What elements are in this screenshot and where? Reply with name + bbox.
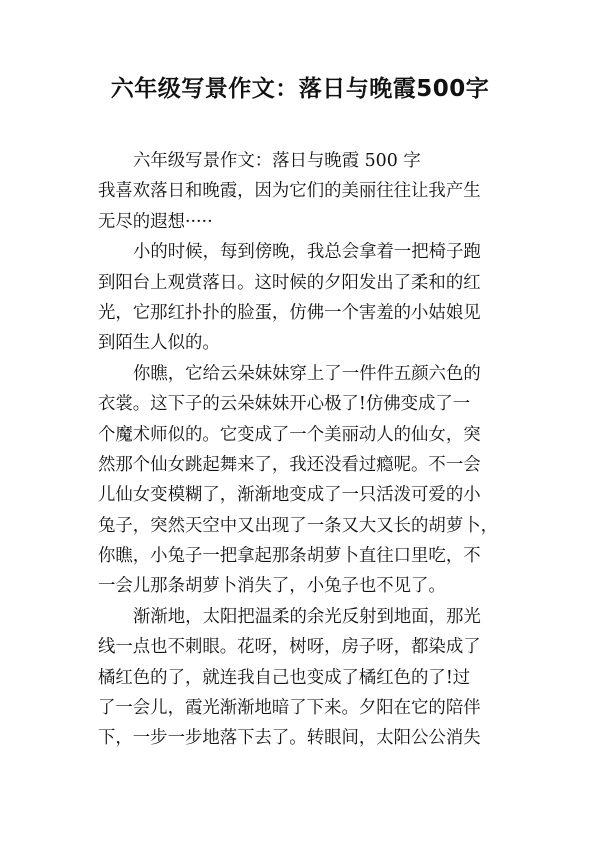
text-line: 衣裳。这下子的云朵妹妹开心极了!仿佛变成了一	[98, 394, 471, 415]
text-line: 光，它那红扑扑的脸蛋，仿佛一个害羞的小姑娘见	[98, 302, 481, 323]
text-line: 我喜欢落日和晚霞，因为它们的美丽往往让我产生	[98, 181, 481, 202]
text-line: 无尽的遐想·····	[98, 211, 213, 232]
essay-body	[98, 146, 503, 754]
text-line: 渐渐地，太阳把温柔的余光反射到地面，那光	[133, 606, 481, 627]
text-line: 线一点也不刺眼。花呀，树呀，房子呀，都染成了	[98, 637, 481, 658]
document-title: 六年级写景作文：落日与晚霞500字	[110, 76, 490, 102]
text-line: 六年级写景作文：落日与晚霞 500 字	[133, 151, 421, 171]
text-line: 兔子，突然天空中又出现了一条又大又长的胡萝卜，	[98, 515, 498, 536]
text-line: 儿仙女变模糊了，渐渐地变成了一只活泼可爱的小	[98, 485, 481, 506]
text-line: 到陌生人似的。	[98, 333, 220, 354]
text-line: 一会儿那条胡萝卜消失了，小兔子也不见了。	[98, 576, 446, 597]
text-line: 到阳台上观赏落日。这时候的夕阳发出了柔和的红	[98, 272, 481, 293]
text-line: 橘红色的了，就连我自己也变成了橘红色的了!过	[98, 667, 471, 688]
text-line: 了一会儿，霞光渐渐地暗了下来。夕阳在它的陪伴	[98, 698, 481, 719]
text-line: 你瞧，它给云朵妹妹穿上了一件件五颜六色的	[133, 363, 481, 384]
text-line: 然那个仙女跳起舞来了，我还没看过瘾呢。不一会	[98, 454, 481, 475]
text-line: 下，一步一步地落下去了。转眼间，太阳公公消失	[98, 728, 481, 749]
text-line: 小的时候，每到傍晚，我总会拿着一把椅子跑	[133, 242, 481, 263]
text-line: 个魔术师似的。它变成了一个美丽动人的仙女，突	[98, 424, 481, 445]
text-line: 你瞧，小兔子一把拿起那条胡萝卜直往口里吃，不	[98, 546, 481, 567]
